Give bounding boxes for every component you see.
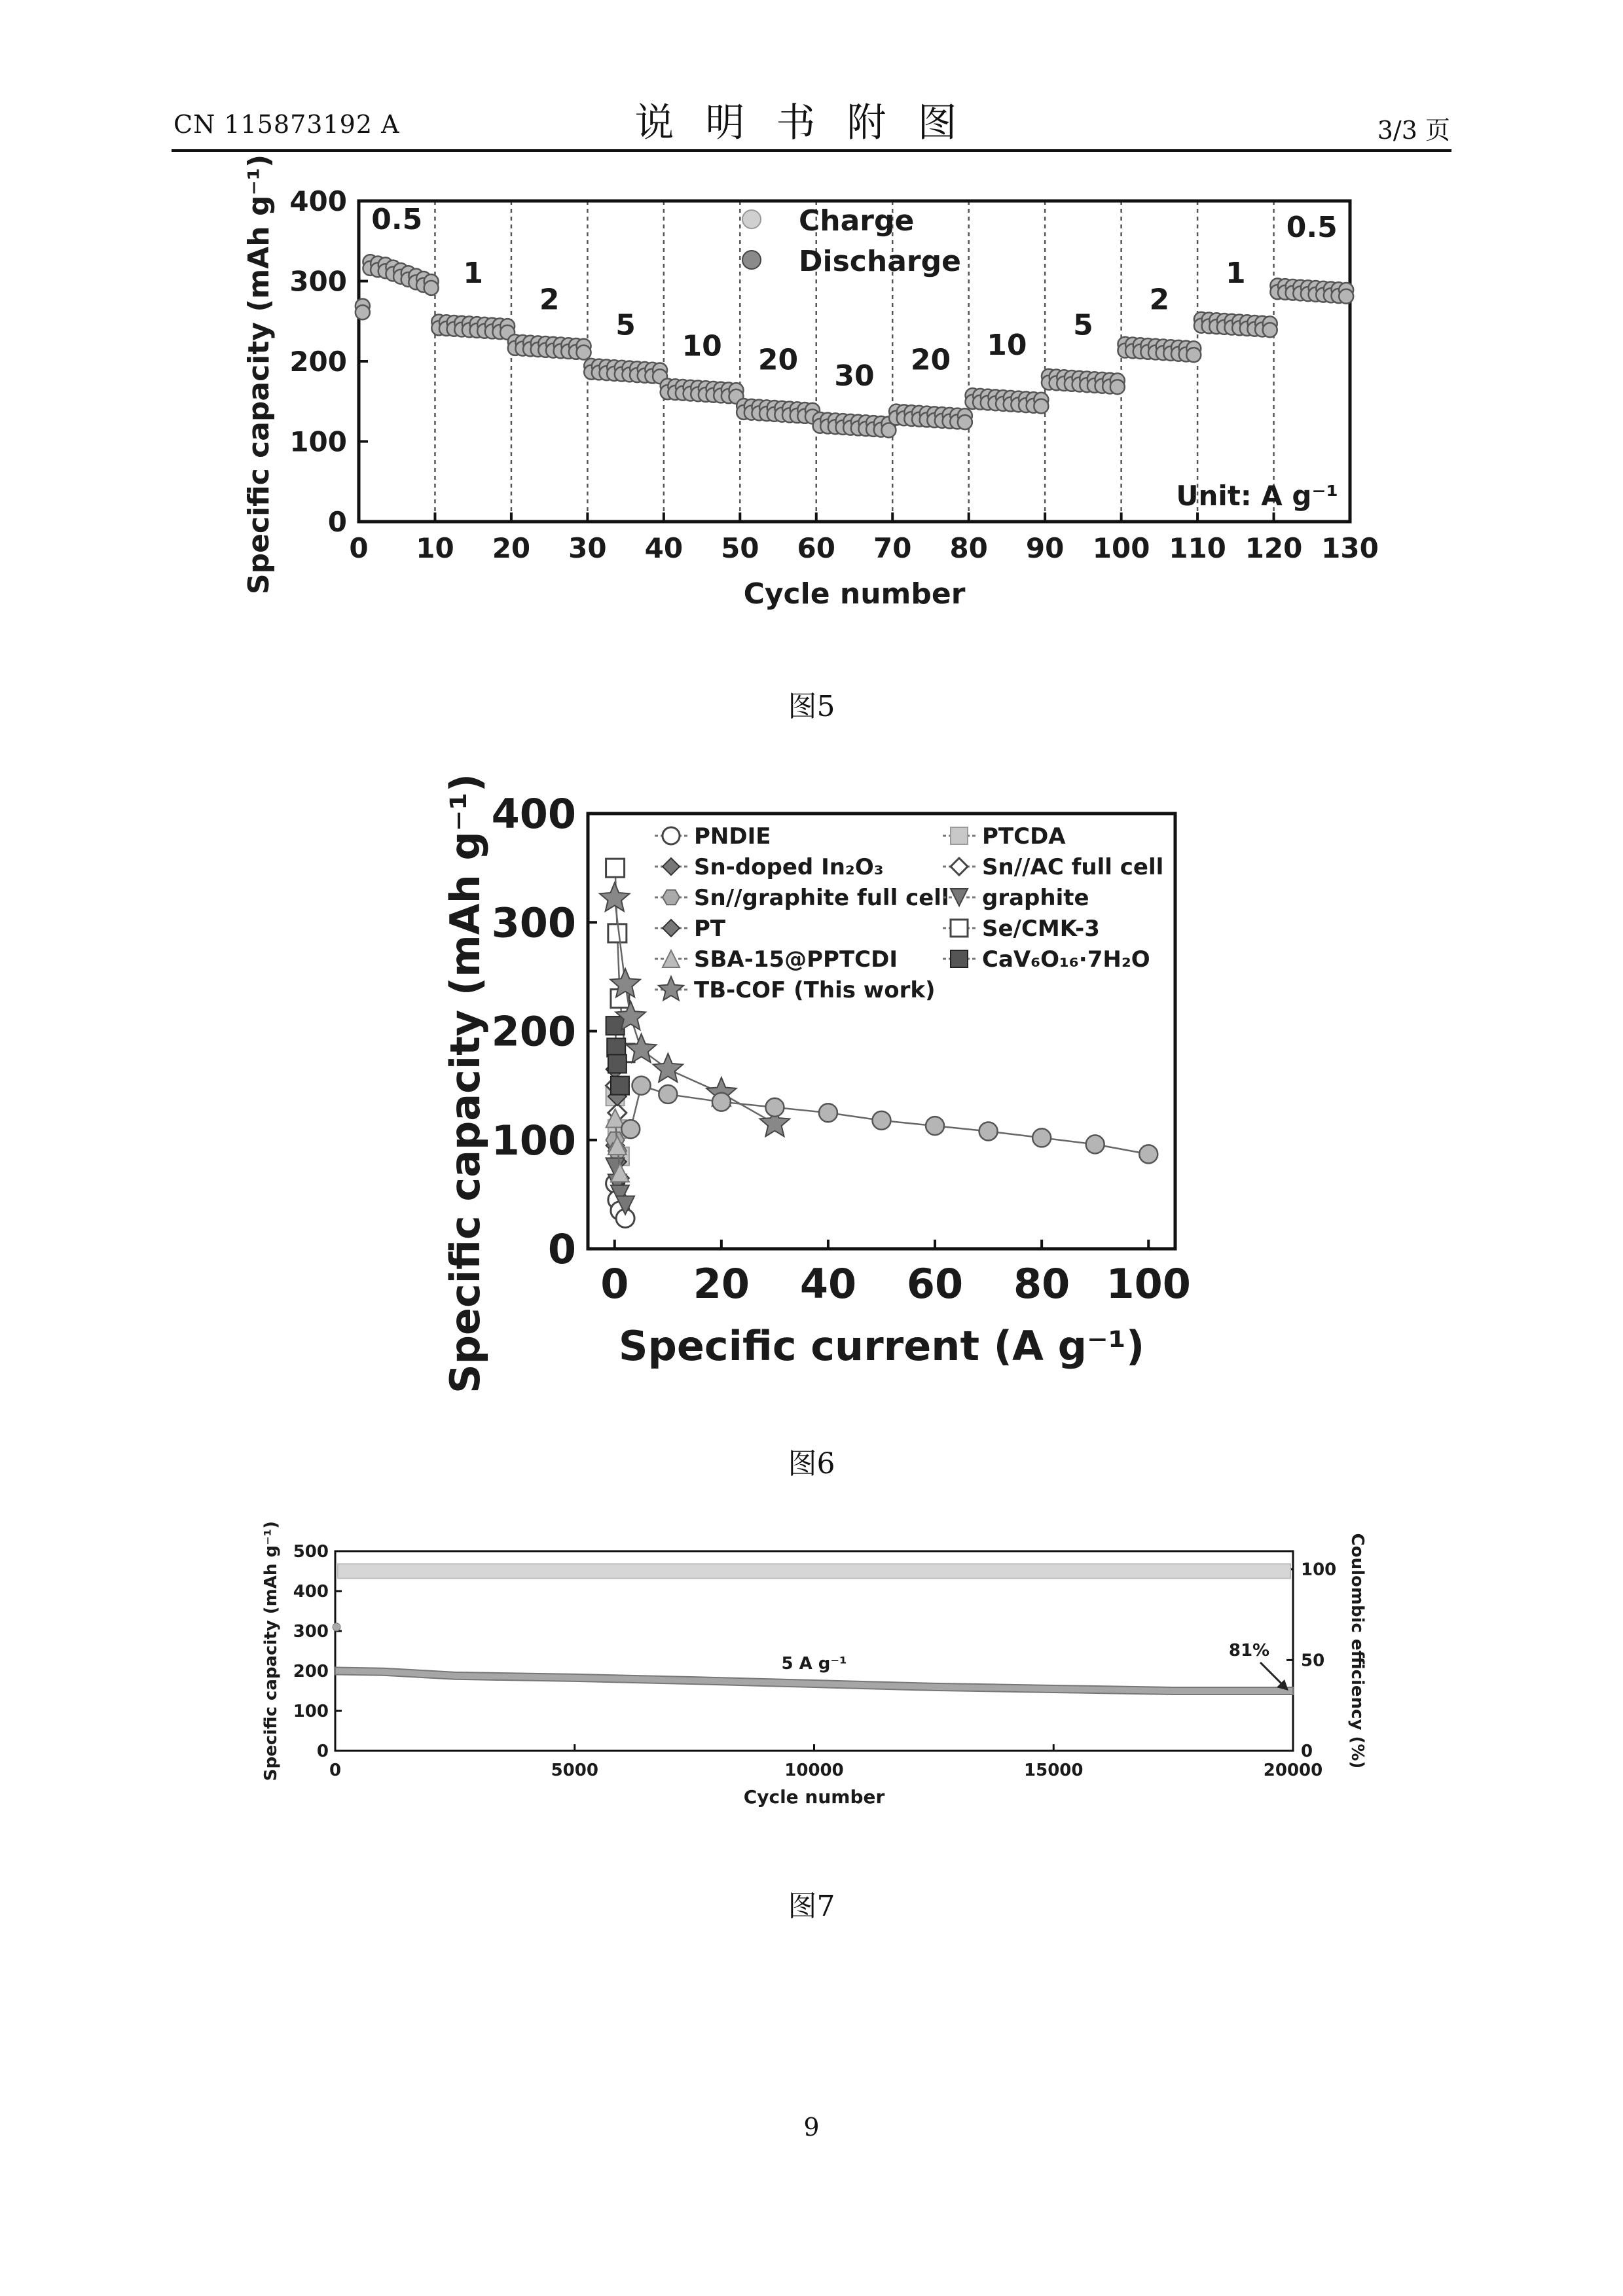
rate-label: 10 bbox=[987, 329, 1027, 363]
x-tick-label: 40 bbox=[799, 1260, 857, 1308]
x-tick-label: 70 bbox=[873, 532, 912, 564]
x-tick-label: 0 bbox=[600, 1260, 629, 1308]
y-tick-label: 200 bbox=[289, 346, 347, 378]
x-tick-label: 10 bbox=[416, 532, 454, 564]
legend-label: PT bbox=[694, 916, 726, 942]
plot-frame bbox=[335, 1551, 1293, 1751]
x-tick-label: 30 bbox=[568, 532, 607, 564]
y-tick-label: 0 bbox=[316, 1742, 329, 1761]
x-tick-label: 100 bbox=[1092, 532, 1150, 564]
x-tick-label: 5000 bbox=[551, 1761, 598, 1780]
y-tick-label: 200 bbox=[491, 1007, 576, 1056]
x-tick-label: 20 bbox=[693, 1260, 750, 1308]
y-tick-label: 100 bbox=[289, 425, 347, 458]
x-tick-label: 0 bbox=[349, 532, 369, 564]
y-axis-label: Specific capacity (mAh g⁻¹) bbox=[242, 154, 276, 595]
x-tick-label: 120 bbox=[1245, 532, 1303, 564]
y-tick-label: 200 bbox=[293, 1662, 329, 1681]
rate-label: 0.5 bbox=[371, 202, 423, 236]
y2-axis-label: Coulombic efficiency (%) bbox=[1347, 1533, 1367, 1769]
rate-label: 5 bbox=[615, 308, 636, 342]
rate-label: 1 bbox=[1225, 256, 1246, 290]
page-number: 9 bbox=[803, 2113, 820, 2142]
x-tick-label: 100 bbox=[1106, 1260, 1191, 1308]
y-tick-label: 300 bbox=[289, 265, 347, 298]
rate-label: 1 bbox=[463, 256, 484, 290]
section-title: 说明书附图 bbox=[634, 100, 989, 146]
y2-tick-label: 50 bbox=[1301, 1651, 1325, 1671]
figure-6-caption: 图6 bbox=[788, 1447, 835, 1480]
x-tick-label: 130 bbox=[1321, 532, 1379, 564]
rate-label: 10 bbox=[682, 329, 722, 363]
y2-tick-label: 0 bbox=[1301, 1742, 1313, 1761]
legend-label: PNDIE bbox=[694, 823, 771, 850]
rate-label: 2 bbox=[539, 283, 560, 317]
unit-label: Unit: A g⁻¹ bbox=[1176, 480, 1338, 512]
y-axis-label: Specific capacity (mAh g⁻¹) bbox=[261, 1520, 281, 1782]
x-tick-label: 80 bbox=[1013, 1260, 1070, 1308]
y-tick-label: 0 bbox=[547, 1225, 576, 1273]
legend-label: Sn//AC full cell bbox=[982, 854, 1164, 880]
y-tick-label: 400 bbox=[289, 185, 347, 217]
rate-annotation: 5 A g⁻¹ bbox=[781, 1654, 847, 1674]
y-tick-label: 100 bbox=[293, 1702, 329, 1721]
x-tick-label: 15000 bbox=[1024, 1761, 1084, 1780]
rate-label: 2 bbox=[1149, 283, 1170, 317]
legend-label: graphite bbox=[982, 885, 1089, 911]
y-tick-label: 400 bbox=[491, 790, 576, 838]
y-tick-label: 500 bbox=[293, 1542, 329, 1562]
legend-label: Sn-doped In₂O₃ bbox=[694, 854, 884, 880]
retention-annotation: 81% bbox=[1228, 1641, 1270, 1660]
rate-label: 0.5 bbox=[1286, 211, 1338, 245]
x-axis-label: Cycle number bbox=[743, 577, 966, 611]
patent-number: CN 115873192 A bbox=[173, 110, 400, 139]
rate-label: 20 bbox=[910, 343, 951, 377]
legend-label: CaV₆O₁₆·7H₂O bbox=[982, 946, 1150, 973]
x-tick-label: 10000 bbox=[784, 1761, 844, 1780]
y-tick-label: 400 bbox=[293, 1582, 329, 1602]
x-axis-label: Cycle number bbox=[743, 1786, 885, 1808]
x-tick-label: 50 bbox=[721, 532, 759, 564]
legend-label: SBA-15@PPTCDI bbox=[694, 946, 898, 973]
x-tick-label: 0 bbox=[329, 1761, 342, 1780]
legend-label-discharge: Discharge bbox=[799, 245, 961, 278]
x-tick-label: 110 bbox=[1169, 532, 1226, 564]
x-tick-label: 60 bbox=[797, 532, 835, 564]
x-tick-label: 40 bbox=[644, 532, 684, 564]
rate-label: 20 bbox=[757, 343, 799, 377]
figure-7-caption: 图7 bbox=[788, 1890, 835, 1923]
y2-tick-label: 100 bbox=[1301, 1560, 1337, 1580]
y-tick-label: 300 bbox=[293, 1622, 329, 1641]
x-tick-label: 20000 bbox=[1263, 1761, 1323, 1780]
rate-label: 30 bbox=[834, 359, 875, 393]
initial-capacity-point bbox=[333, 1623, 340, 1631]
rate-label: 5 bbox=[1073, 308, 1093, 342]
legend-label: PTCDA bbox=[982, 823, 1066, 850]
legend-label: TB-COF (This work) bbox=[694, 977, 936, 1003]
legend-label-charge: Charge bbox=[799, 204, 915, 238]
page-of-label: 3/3 页 bbox=[1377, 116, 1450, 145]
x-axis-label: Specific current (A g⁻¹) bbox=[618, 1322, 1145, 1370]
y-tick-label: 100 bbox=[491, 1116, 576, 1164]
x-tick-label: 90 bbox=[1025, 532, 1065, 564]
figure-5-caption: 图5 bbox=[788, 690, 835, 723]
y-axis-label: Specific capacity (mAh g⁻¹) bbox=[441, 773, 489, 1394]
legend-label: Sn//graphite full cell bbox=[694, 885, 949, 911]
x-tick-label: 20 bbox=[492, 532, 531, 564]
y-tick-label: 0 bbox=[327, 506, 347, 538]
coulombic-efficiency-band bbox=[338, 1564, 1290, 1578]
y-tick-label: 300 bbox=[491, 899, 576, 947]
x-tick-label: 80 bbox=[949, 532, 988, 564]
legend-label: Se/CMK-3 bbox=[982, 916, 1100, 942]
x-tick-label: 60 bbox=[906, 1260, 964, 1308]
